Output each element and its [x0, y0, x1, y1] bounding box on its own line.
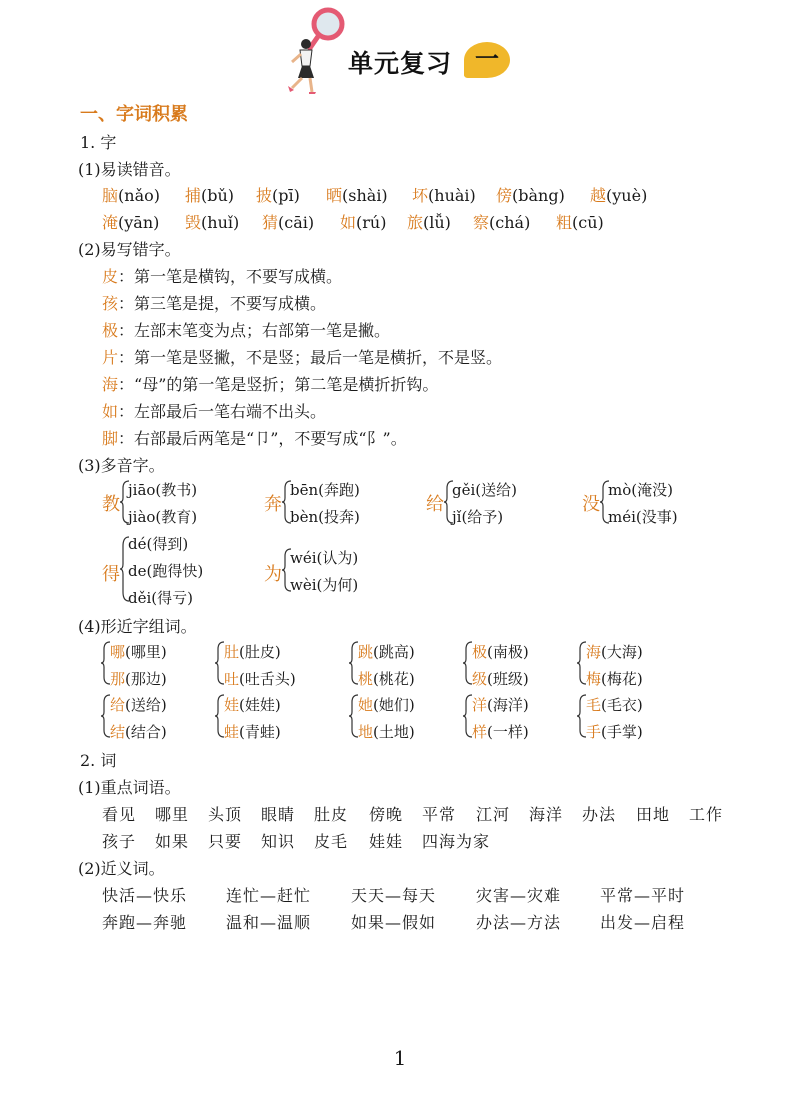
key-word: 只要 [208, 832, 243, 851]
sub-label-key-words: (1)重点词语。 [78, 778, 181, 797]
unit-review-header [282, 6, 522, 96]
unit-review-title: 单元复习 [348, 49, 453, 78]
similar-char-item: 她(她们) [358, 696, 415, 714]
similar-char-item: 娃(娃娃) [224, 696, 281, 714]
magnifier-person-illustration [282, 6, 352, 96]
pronunciation-item: 粗(cū) [556, 213, 604, 232]
pronunciation-item: 毁(huǐ) [185, 213, 240, 232]
key-word: 海洋 [529, 805, 564, 824]
key-word: 眼睛 [261, 805, 296, 824]
part-label-words: 2. 词 [80, 751, 117, 770]
synonym-pair: 办法—方法 [476, 913, 562, 932]
similar-char-item: 那(那边) [110, 670, 167, 688]
polyphonic-char: 没 [582, 494, 600, 515]
similar-char-item: 结(结合) [110, 723, 167, 741]
polyphonic-reading: wéi(认为) [290, 549, 359, 567]
page-number: 1 [393, 1046, 407, 1070]
similar-char-item: 跳(跳高) [358, 643, 415, 661]
pronunciation-item: 旅(lǚ) [407, 213, 451, 232]
sub-label-writing: (2)易写错字。 [78, 240, 181, 259]
synonym-pair: 平常—平时 [600, 886, 686, 905]
polyphonic-reading: de(跑得快) [128, 562, 204, 580]
synonym-pair: 连忙—赶忙 [226, 886, 312, 905]
similar-char-item: 地(土地) [358, 723, 415, 741]
similar-char-item: 梅(梅花) [586, 670, 643, 688]
pronunciation-item: 晒(shài) [326, 186, 388, 205]
polyphonic-reading: méi(没事) [608, 508, 678, 526]
pronunciation-item: 傍(bàng) [496, 186, 565, 205]
key-word: 看见 [102, 805, 137, 824]
polyphonic-char: 为 [264, 564, 282, 585]
section-title: 一、字词积累 [80, 104, 188, 125]
key-word: 平常 [422, 805, 457, 824]
key-word: 田地 [636, 805, 671, 824]
polyphonic-reading: děi(得亏) [128, 589, 193, 607]
writing-rule: 极：左部末笔变为点；右部第一笔是撇。 [102, 321, 391, 340]
synonym-pair: 奔跑—奔驰 [102, 913, 188, 932]
writing-rule: 脚：右部最后两笔是“卩”，不要写成“阝”。 [102, 429, 407, 448]
key-word: 肚皮 [314, 805, 349, 824]
key-word: 办法 [582, 805, 617, 824]
polyphonic-char: 给 [426, 494, 444, 515]
key-word: 哪里 [155, 805, 190, 824]
similar-char-item: 蛙(青蛙) [224, 723, 281, 741]
pronunciation-item: 如(rú) [340, 213, 387, 232]
synonym-pair: 灾害—灾难 [476, 886, 562, 905]
key-word: 皮毛 [314, 832, 349, 851]
writing-rule: 如：左部最后一笔右端不出头。 [102, 402, 327, 421]
polyphonic-reading: jǐ(给予) [452, 508, 504, 526]
unit-number-badge [464, 42, 510, 78]
writing-rule: 片：第一笔是竖撇，不是竖；最后一笔是横折，不是竖。 [102, 348, 503, 367]
polyphonic-reading: jiāo(教书) [128, 481, 198, 499]
similar-char-item: 极(南极) [472, 643, 529, 661]
pronunciation-item: 脑(nǎo) [102, 186, 160, 205]
synonym-pair: 如果—假如 [351, 913, 437, 932]
similar-char-item: 毛(毛衣) [586, 696, 643, 714]
pronunciation-item: 察(chá) [473, 213, 531, 232]
sub-label-similar-chars: (4)形近字组词。 [78, 617, 197, 636]
key-word: 娃娃 [369, 832, 404, 851]
synonym-pair: 出发—启程 [600, 913, 686, 932]
key-word: 知识 [261, 832, 296, 851]
polyphonic-reading: dé(得到) [128, 535, 189, 553]
writing-rule: 孩：第三笔是提，不要写成横。 [102, 294, 327, 313]
writing-rule: 皮：第一笔是横钩，不要写成横。 [102, 267, 343, 286]
polyphonic-reading: gěi(送给) [452, 481, 517, 499]
similar-char-item: 样(一样) [472, 723, 529, 741]
similar-char-item: 给(送给) [110, 696, 167, 714]
writing-rule: 海：“母”的第一笔是竖折；第二笔是横折折钩。 [102, 375, 439, 394]
pronunciation-item: 捕(bǔ) [185, 186, 235, 205]
key-word: 工作 [689, 805, 724, 824]
synonym-pair: 快活—快乐 [102, 886, 188, 905]
polyphonic-char: 得 [102, 564, 120, 585]
polyphonic-reading: mò(淹没) [608, 481, 673, 499]
pronunciation-item: 淹(yān) [102, 213, 160, 232]
part-label-characters: 1. 字 [80, 133, 117, 152]
key-word: 傍晚 [369, 805, 404, 824]
similar-char-item: 手(手掌) [586, 723, 643, 741]
similar-char-item: 海(大海) [586, 643, 643, 661]
polyphonic-reading: wèi(为何) [290, 576, 359, 594]
key-word: 头顶 [208, 805, 243, 824]
sub-label-synonyms: (2)近义词。 [78, 859, 165, 878]
key-word: 孩子 [102, 832, 137, 851]
similar-char-item: 肚(肚皮) [224, 643, 281, 661]
similar-char-item: 洋(海洋) [472, 696, 529, 714]
key-word: 四海为家 [422, 832, 491, 851]
pronunciation-item: 越(yuè) [590, 186, 648, 205]
key-word: 如果 [155, 832, 190, 851]
key-word: 江河 [476, 805, 511, 824]
synonym-pair: 天天—每天 [351, 886, 437, 905]
polyphonic-reading: jiào(教育) [128, 508, 198, 526]
sub-label-pronunciation: (1)易读错音。 [78, 160, 181, 179]
pronunciation-item: 披(pī) [256, 186, 300, 205]
synonym-pair: 温和—温顺 [226, 913, 312, 932]
polyphonic-char: 奔 [264, 494, 282, 515]
polyphonic-reading: bèn(投奔) [290, 508, 360, 526]
similar-char-item: 桃(桃花) [358, 670, 415, 688]
polyphonic-char: 教 [102, 494, 120, 515]
pronunciation-item: 猜(cāi) [262, 213, 315, 232]
similar-char-item: 级(班级) [472, 670, 529, 688]
sub-label-polyphonic: (3)多音字。 [78, 456, 165, 475]
similar-char-item: 哪(哪里) [110, 643, 167, 661]
polyphonic-reading: bēn(奔跑) [290, 481, 360, 499]
pronunciation-item: 坏(huài) [412, 186, 476, 205]
similar-char-item: 吐(吐舌头) [224, 670, 296, 688]
unit-number: 一 [475, 45, 499, 73]
